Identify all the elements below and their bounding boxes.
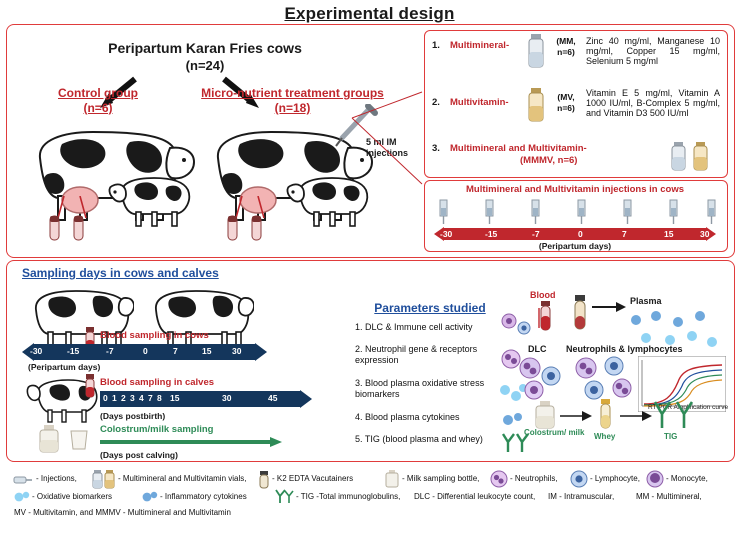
calf-sampling-label: Blood sampling in calves: [100, 377, 215, 388]
leader-lines-to-treatments: [346, 88, 428, 198]
calf-axis-subtitle: (Days postbirth): [100, 411, 166, 421]
calf-tick-15: 15: [170, 393, 180, 403]
combined-vials-icon: [668, 140, 714, 174]
immune-cells-icon: [500, 312, 534, 338]
calf-tick-45: 45: [268, 393, 278, 403]
parameter-item-5: 5. TIG (blood plasma and whey): [355, 434, 483, 444]
legend-item-dlc: DLC - Differential leukocyte count,: [414, 492, 536, 501]
control-vacutainer-icons: [40, 212, 96, 246]
im-injection-label-line2: injections: [366, 148, 409, 158]
treatment-2-desc: Vitamin E 5 mg/ml, Vitamin A 1000 IU/ml, B-Complex 5 mg/ml, and Vitamin D3 500 IU/ml: [586, 88, 720, 118]
legend-monocyte-icon: [646, 470, 664, 488]
workflow-dlc-label: DLC: [528, 344, 547, 354]
legend-injection-icon: [12, 472, 34, 488]
calf-tick-2: 2: [121, 393, 126, 403]
injection-tick--30: -30: [440, 229, 453, 239]
injection-tick-15: 15: [664, 229, 674, 239]
treatment-2-code-line2: n=6): [557, 103, 575, 113]
parameter-item-4: 4. Blood plasma cytokines: [355, 412, 460, 422]
calf-tick-7: 7: [148, 393, 153, 403]
legend-vials-icon: [92, 468, 116, 490]
workflow-plasma-label: Plasma: [630, 296, 662, 306]
milk-bottle-icon: [36, 424, 62, 454]
herd-title: Peripartum Karan Fries cows: [108, 40, 302, 56]
legend-cytokine-icon: [142, 490, 158, 504]
workflow-blood-label: Blood: [530, 290, 556, 300]
workflow-arrows: [556, 408, 672, 424]
multimineral-vial-icon: [524, 32, 548, 70]
treatment-1-index: 1.: [432, 40, 440, 51]
legend-item-im: IM - Intramuscular,: [548, 492, 615, 501]
injection-timeline-axis: [434, 227, 716, 241]
legend-item-injections: - Injections,: [36, 474, 77, 483]
injection-tick-30: 30: [700, 229, 710, 239]
calf-tick-1: 1: [112, 393, 117, 403]
legend-item-milk-bottle: - Milk sampling bottle,: [402, 474, 480, 483]
injection-tick--15: -15: [485, 229, 498, 239]
neutrophil-lymphocyte-cells-icon: [572, 356, 642, 402]
workflow-colostrum-label: Colostrum/ milk: [524, 428, 585, 437]
legend-item-vacutainers: - K2 EDTA Vacutainers: [272, 474, 354, 483]
legend-item-vials: - Multimineral and Multivitamin vials,: [118, 474, 247, 483]
parameters-title: Parameters studied: [374, 301, 486, 315]
workflow-whey-label: Whey: [594, 432, 616, 441]
injection-tick-0: 0: [578, 229, 583, 239]
centrifuged-tube-icon: [570, 294, 590, 334]
workflow-neut-lymph-label: Neutrophils & lymphocytes: [566, 344, 683, 354]
control-group-count: (n=6): [83, 101, 113, 115]
rtpcr-caption: RT-PCR Amplification curve: [648, 404, 729, 411]
treatment-2-index: 2.: [432, 97, 440, 108]
colostrum-milk-bottle-icon: [532, 400, 558, 430]
colostrum-sampling-label: Colostrum/milk sampling: [100, 424, 214, 435]
treatment-group-count: (n=18): [274, 101, 311, 115]
cow-tick--30: -30: [30, 346, 43, 356]
colostrum-cup-icon: [68, 428, 90, 452]
treatment-3-index: 3.: [432, 143, 440, 154]
injection-timeline-title: Multimineral and Multivitamin injections in cows: [466, 184, 684, 195]
timeline-syringe-icons: [432, 198, 720, 228]
treatment-group-label: Micro-nutrient treatment groups: [201, 86, 384, 100]
legend-oxidative-icon: [14, 490, 30, 504]
treatment-1-code-line1: (MM,: [556, 36, 576, 46]
legend-item-mv-mmmv: MV - Multivitamin, and MMMV - Multimineral and Multivitamin: [14, 508, 231, 517]
cow-tick--15: -15: [67, 346, 80, 356]
treatment-3-name: Multimineral and Multivitamin-: [450, 143, 587, 154]
parameter-item-1: 1. DLC & Immune cell activity: [355, 322, 473, 332]
control-calf-illustration: [108, 168, 194, 228]
calf-sampling-tube-icon: [84, 373, 96, 399]
legend-lymphocyte-icon: [570, 470, 588, 488]
parameter-item-3: 3. Blood plasma oxidative stress biomarkers: [355, 378, 485, 399]
legend-neutrophil-icon: [490, 470, 508, 488]
treatment-1-code-line2: n=6): [557, 47, 575, 57]
injection-timeline-subtitle: (Peripartum days): [538, 241, 612, 251]
legend-item-monocyte: - Monocyte,: [666, 474, 708, 483]
cytokine-icon: [500, 410, 526, 430]
legend: [6, 464, 733, 536]
calf-tick-0: 0: [103, 393, 108, 403]
calf-tick-3: 3: [130, 393, 135, 403]
parameter-item-2: 2. Neutrophil gene & receptors expression: [355, 344, 478, 365]
im-injection-label-line1: 5 ml IM: [366, 137, 397, 147]
treatment-3-code: (MMMV, n=6): [520, 155, 578, 166]
legend-vacutainer-icon: [258, 470, 270, 490]
legend-item-neutrophils: - Neutrophils,: [510, 474, 558, 483]
treatment-vacutainer-icons: [218, 212, 274, 246]
calf-tick-30: 30: [222, 393, 232, 403]
cow-tick-7: 7: [173, 346, 178, 356]
legend-item-tig: - TIG -Total immunoglobulins,: [296, 492, 401, 501]
calf-tick-8: 8: [157, 393, 162, 403]
control-group-label: Control group: [58, 86, 138, 100]
plasma-arrow-icon: [592, 300, 628, 314]
cow-sampling-label: Blood sampling in cows: [100, 330, 209, 341]
legend-item-mm: MM - Multimineral,: [636, 492, 702, 501]
colostrum-axis-subtitle: (Days post calving): [100, 450, 178, 460]
legend-milk-bottle-icon: [384, 469, 400, 489]
treatment-1-name: Multimineral-: [450, 40, 510, 51]
cow-tick-0: 0: [143, 346, 148, 356]
injection-tick--7: -7: [532, 229, 540, 239]
herd-count: (n=24): [185, 58, 225, 73]
treatment-1-desc: Zinc 40 mg/ml, Manganese 10 mg/ml, Copper 15 mg/ml, Selenium 5 mg/ml: [586, 36, 720, 66]
legend-item-cytokines: - Inflammatory cytokines: [160, 492, 247, 501]
sampling-section-title: Sampling days in cows and calves: [22, 266, 219, 280]
legend-item-lymphocyte: - Lymphocyte,: [590, 474, 640, 483]
cow-tick-30: 30: [232, 346, 242, 356]
legend-tig-icon: [274, 488, 294, 504]
dlc-cells-icon: [518, 356, 564, 402]
workflow-tig-label: TIG: [664, 432, 678, 441]
multivitamin-vial-icon: [524, 86, 548, 124]
cow-axis-subtitle: (Peripartum days): [28, 362, 101, 372]
colostrum-axis: [100, 437, 282, 447]
cow-tick-15: 15: [202, 346, 212, 356]
legend-item-oxidative: - Oxidative biomarkers: [32, 492, 113, 501]
injection-tick-7: 7: [622, 229, 627, 239]
blood-tube-icon: [537, 300, 553, 334]
calf-tick-4: 4: [139, 393, 144, 403]
page-title: Experimental design: [284, 4, 455, 23]
cow-tick--7: -7: [106, 346, 114, 356]
treatment-2-code-line1: (MV,: [557, 92, 575, 102]
treatment-2-name: Multivitamin-: [450, 97, 509, 108]
